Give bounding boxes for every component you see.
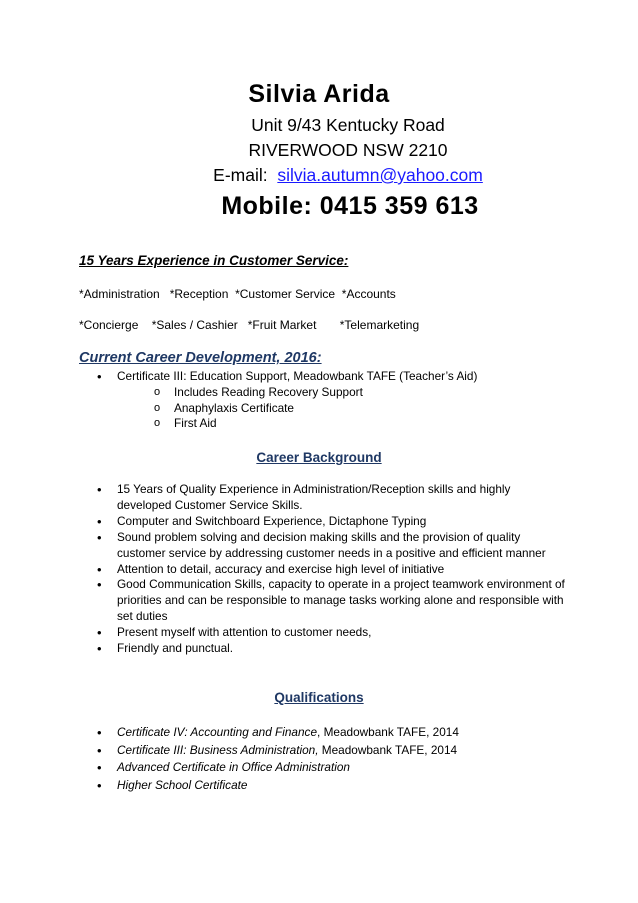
- qualification-name: Advanced Certificate in Office Administration: [117, 760, 350, 774]
- qualification-detail: Meadowbank TAFE, 2014: [318, 742, 458, 757]
- list-item-text: Certificate III: Education Support, Meadowbank TAFE (Teacher’s Aid): [117, 369, 478, 383]
- email-line: [58, 163, 638, 188]
- sub-list: [117, 385, 567, 432]
- list-item: [97, 724, 567, 742]
- list-item: • Sound problem solving and decision making skills and the provision of quality customer service by addressing customer needs in a positive and efficient manner: [97, 530, 567, 562]
- experience-line-1: *Administration *Reception *Customer Service *Accounts: [79, 287, 396, 301]
- list-item: • Computer and Switchboard Experience, Dictaphone Typing: [97, 514, 567, 530]
- experience-line-2: *Concierge *Sales / Cashier *Fruit Market *Telemarketing: [79, 318, 420, 332]
- email-link[interactable]: silvia.autumn@yahoo.com: [277, 165, 483, 185]
- list-item: [97, 759, 567, 777]
- person-name: Silvia Arida: [248, 80, 390, 108]
- list-item: • 15 Years of Quality Experience in Administration/Reception skills and highly developed Customer Service Skills.: [97, 482, 567, 514]
- list-item: [97, 369, 567, 432]
- qualification-name: Certificate IV: Accounting and Finance: [117, 725, 318, 739]
- list-item: • Present myself with attention to customer needs,: [97, 625, 567, 641]
- experience-heading: 15 Years Experience in Customer Service:: [79, 253, 349, 268]
- address-line-2: RIVERWOOD NSW 2210: [248, 140, 448, 160]
- qualifications-list: [97, 724, 567, 794]
- sub-list-item: o Anaphylaxis Certificate: [154, 401, 567, 417]
- qualification-name: Higher School Certificate: [117, 777, 248, 792]
- qualification-detail: , Meadowbank TAFE, 2014: [317, 725, 459, 739]
- sub-list-item: o Includes Reading Recovery Support: [154, 385, 567, 401]
- qualifications-heading: Qualifications: [274, 690, 364, 705]
- career-background-list: [97, 482, 567, 657]
- current-development-heading: Current Career Development, 2016:: [79, 350, 322, 366]
- list-item: [97, 742, 567, 760]
- career-background-heading: Career Background: [256, 450, 382, 465]
- sub-list-item: o First Aid: [154, 416, 567, 432]
- list-item: [97, 777, 567, 795]
- qualification-name: Certificate III: Business Administration,: [117, 742, 319, 757]
- current-development-list: [97, 369, 567, 432]
- email-label: E-mail:: [213, 165, 278, 185]
- mobile-number: Mobile: 0415 359 613: [221, 192, 479, 220]
- resume-header: [0, 78, 638, 221]
- list-item: • Friendly and punctual.: [97, 641, 567, 657]
- list-item: • Good Communication Skills, capacity to operate in a project teamwork environment of priorities and can be responsible to manage tasks working alone and responsible with set duties: [97, 577, 567, 625]
- address-line-1: Unit 9/43 Kentucky Road: [251, 115, 445, 135]
- list-item: • Attention to detail, accuracy and exercise high level of initiative: [97, 562, 567, 578]
